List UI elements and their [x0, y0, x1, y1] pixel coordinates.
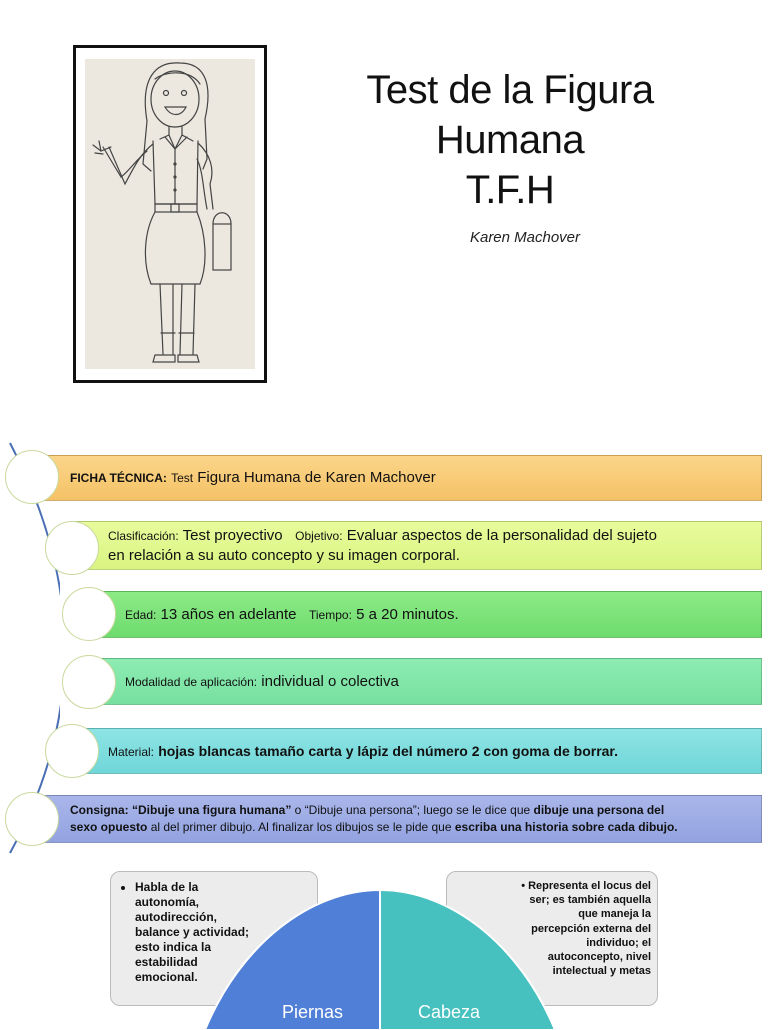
row-circle-5: [45, 724, 99, 778]
cabeza-note-line: autoconcepto, nivel: [547, 951, 651, 964]
row-circle-6: [5, 792, 59, 846]
title-line-3: T.F.H: [465, 168, 555, 212]
cabeza-note-line: ser; es también aquella: [529, 894, 651, 907]
edad-value: 13 años en adelante: [160, 605, 297, 623]
cabeza-note-line: percepción externa del: [531, 922, 651, 935]
title-line-2: Humana: [435, 118, 585, 162]
clasificacion-row: Clasificación: Test proyectivo Objetivo: Evaluar aspectos de la personalidad del sujeto en relación a su auto concepto y su imagen corporal.: [72, 521, 762, 570]
cabeza-note-line: intelectual y metas: [552, 965, 651, 978]
title-line-1: Test de la Figura: [366, 68, 654, 112]
material-value: hojas blancas tamaño carta y lápiz del número 2 con goma de borrar.: [158, 742, 618, 759]
consigna-part-4: sexo opuesto: [70, 820, 148, 834]
tiempo-label: Tiempo:: [309, 607, 352, 622]
modalidad-row: [89, 658, 762, 705]
objetivo-value-cont: en relación a su auto concepto y su imagen corporal: [108, 546, 456, 564]
row-circle-1: [5, 450, 59, 504]
modalidad-value: individual o colectiva: [261, 672, 399, 690]
consigna-row: [29, 795, 762, 843]
cabeza-note-line: • Representa el locus del: [521, 880, 651, 892]
consigna-part-1: Consigna: “Dibuje una figura humana”: [70, 803, 292, 817]
material-row: [72, 728, 762, 774]
consigna-part-5: al del primer dibujo. Al finalizar los dibujos se le pide que: [147, 820, 455, 834]
row-circle-2: [45, 521, 99, 575]
human-figure-sketch: [85, 59, 255, 369]
author: Karen Machover: [469, 229, 581, 246]
clasificacion-value: Test proyectivo: [182, 526, 283, 544]
row-circle-4: [62, 655, 116, 709]
modalidad-label: Modalidad de aplicación:: [125, 674, 258, 689]
piernas-note-text: • Habla de la autonomía, autodirección, balance y actividad; esto indica la estabilidad emocional.: [135, 880, 260, 985]
edad-label: Edad:: [125, 607, 157, 622]
ficha-prefix: Test: [171, 471, 194, 485]
material-label: Material:: [108, 744, 155, 759]
ficha-label: FICHA TÉCNICA:: [70, 471, 167, 485]
consigna-part-3: dibuje una persona del: [533, 803, 665, 817]
edad-row: [89, 591, 762, 638]
piernas-label: Piernas: [282, 1002, 344, 1022]
body-parts-pie: [200, 890, 560, 1030]
cabeza-label: Cabeza: [418, 1002, 481, 1022]
cabeza-note-line: que maneja la: [578, 908, 651, 921]
clasificacion-label: Clasificación:: [108, 528, 179, 543]
tiempo-value: 5 a 20 minutos.: [356, 605, 459, 623]
row-circle-3: [62, 587, 116, 641]
objetivo-value: Evaluar aspectos de la personalidad del sujeto: [346, 526, 657, 544]
human-figure-drawing: [85, 59, 255, 369]
cabeza-note-line: individuo; el: [586, 936, 651, 949]
objetivo-label: Objetivo:: [295, 528, 343, 543]
ficha-tecnica-row: [29, 455, 762, 501]
consigna-part-6: escriba una historia sobre cada dibujo.: [454, 820, 678, 834]
figure-drawing-frame: [73, 45, 267, 383]
page-title: [340, 65, 680, 215]
ficha-value: Figura Humana de Karen Machover: [197, 469, 436, 486]
consigna-part-2: o “Dibuje una persona”; luego se le dice que: [291, 803, 534, 817]
